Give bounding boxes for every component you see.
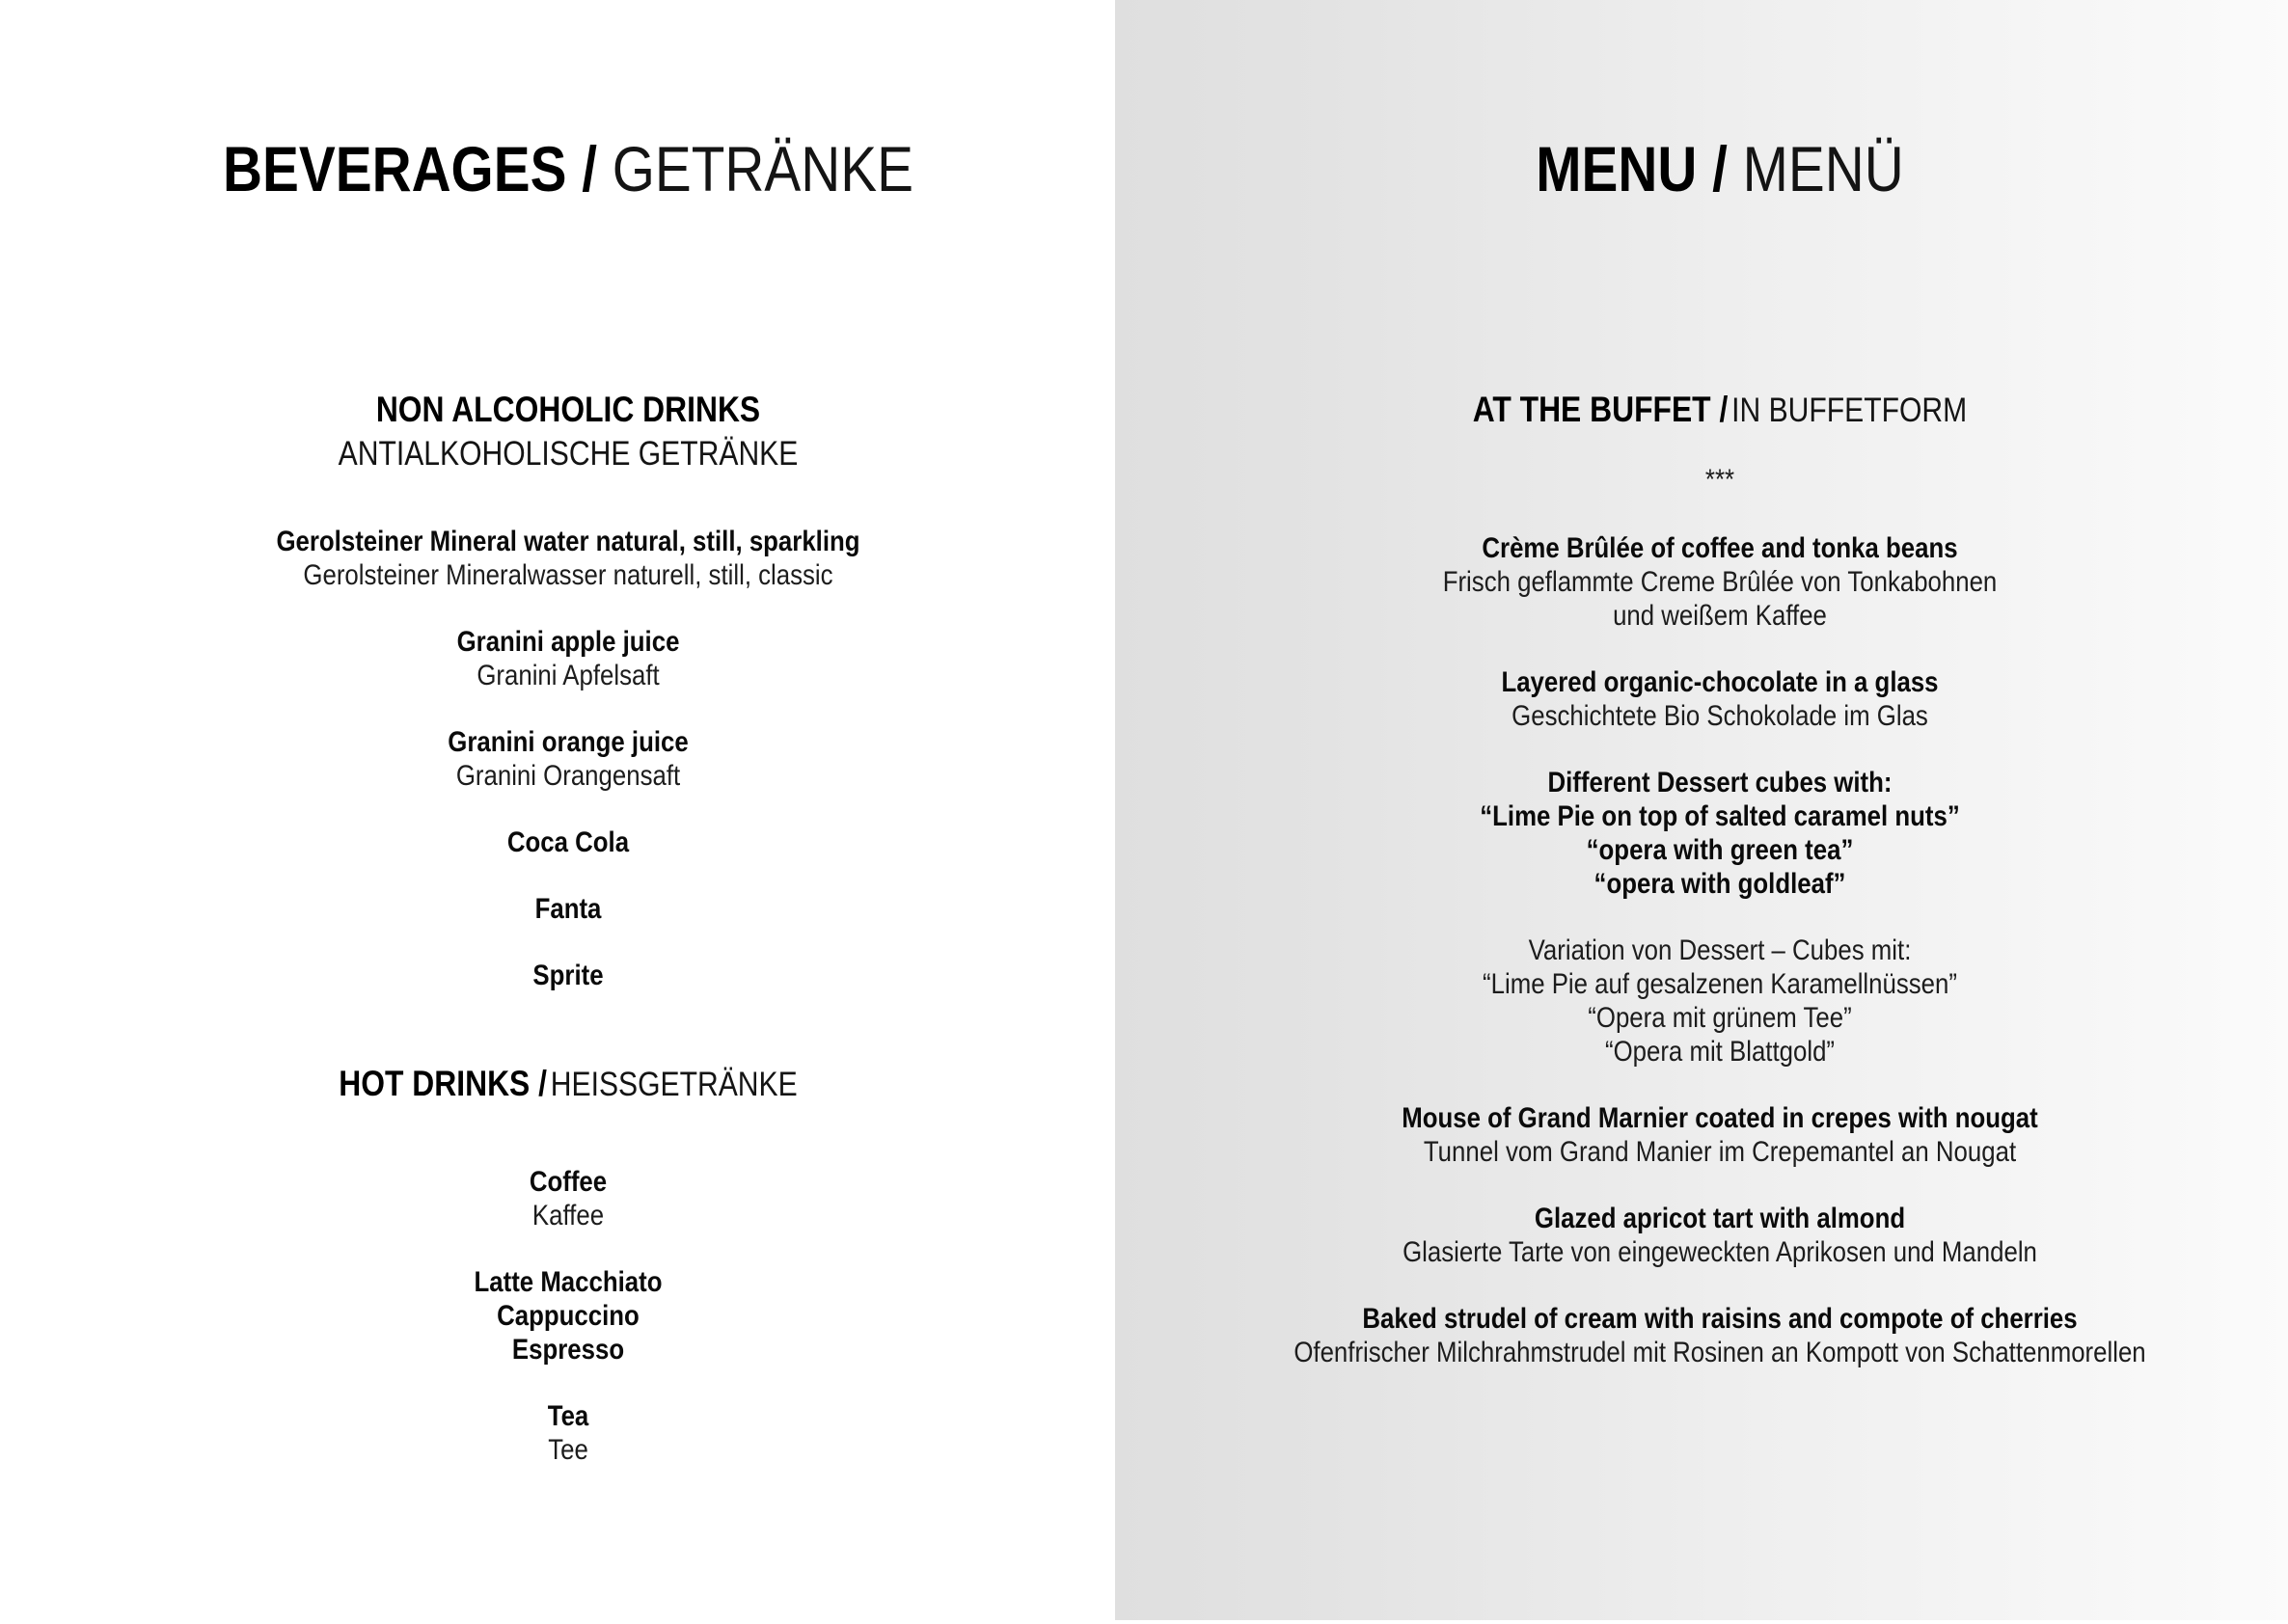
item-name-de: Frisch geflammte Creme Brûlée von Tonkabohnen [1442,566,1998,598]
menu-content [1215,0,2224,1369]
item-name-de: und weißem Kaffee [1613,600,1827,632]
item-name-en: Glazed apricot tart with almond [1534,1203,1906,1234]
item-name-en: “opera with green tea” [1586,834,1854,866]
menu-item [89,1399,1048,1467]
item-name-en: Gerolsteiner Mineral water natural, still, sparkling [276,526,860,557]
hot-drinks-header-en: HOT DRINKS / [339,1064,547,1103]
menu-item [1215,1101,2224,1169]
menu-item [1215,665,2224,733]
item-name-en: Coffee [529,1166,608,1198]
item-name-de: Kaffee [531,1200,605,1232]
item-name-en: Espresso [511,1334,625,1366]
menu-item [89,826,1048,859]
menu-item [1215,1202,2224,1269]
beverages-title [89,133,1048,204]
menu-item [89,959,1048,992]
item-name-de: “Opera mit grünem Tee” [1588,1002,1852,1034]
item-name-en: Sprite [532,960,604,991]
item-name-en: Mouse of Grand Marnier coated in crepes with nougat [1402,1102,2038,1134]
menu-title-de: MENÜ [1742,133,1904,204]
hot-drinks-header-de: HEISSGETRÄNKE [550,1066,798,1103]
menu-title [1215,133,2224,204]
item-name-en: “opera with goldleaf” [1593,868,1846,900]
menu-item [89,1165,1048,1232]
item-name-de: Granini Orangensaft [455,760,681,792]
non-alcoholic-header [89,388,1048,476]
beverages-title-de: GETRÄNKE [612,133,913,204]
item-name-en: Latte Macchiato [474,1266,663,1298]
menu-item [1215,531,2224,633]
non-alcoholic-header-en: NON ALCOHOLIC DRINKS [375,390,761,429]
beverages-panel [0,0,1115,1624]
buffet-header-de: IN BUFFETFORM [1731,392,1968,429]
item-name-en: “Lime Pie on top of salted caramel nuts” [1480,800,1960,832]
item-name-de: Tee [548,1434,588,1466]
item-name-en: Layered organic-chocolate in a glass [1501,666,1939,698]
item-name-de: “Lime Pie auf gesalzenen Karamellnüssen” [1483,968,1957,1000]
buffet-header [1215,388,2224,440]
item-name-de: Ofenfrischer Milchrahmstrudel mit Rosinen an Kompott von Schattenmorellen [1294,1337,2146,1368]
item-name-en: Fanta [534,893,602,925]
item-name-en: Coca Cola [506,826,630,858]
item-name-en: Granini apple juice [456,626,680,658]
menu-item [89,1265,1048,1367]
menu-item [1215,1302,2224,1369]
hot-drinks-header [89,1062,1048,1114]
menu-item [89,725,1048,793]
item-name-en: Tea [547,1400,589,1432]
item-name-de: Variation von Dessert – Cubes mit: [1528,934,1912,966]
item-name-en: Different Dessert cubes with: [1547,767,1893,798]
item-name-de: Geschichtete Bio Schokolade im Glas [1512,700,1928,732]
item-name-en: Crème Brûlée of coffee and tonka beans [1482,532,1958,564]
beverages-title-en: BEVERAGES / [223,133,597,204]
item-name-en: Granini orange juice [448,726,689,758]
non-alcoholic-header-de: ANTIALKOHOLISCHE GETRÄNKE [338,435,799,473]
item-name-de: “Opera mit Blattgold” [1604,1036,1836,1068]
item-name-de: Granini Apfelsaft [477,660,660,691]
menu-panel [1115,0,2288,1624]
item-name-en: Baked strudel of cream with raisins and compote of cherries [1362,1303,2078,1335]
item-name-de: Tunnel vom Grand Manier im Crepemantel an Nougat [1423,1136,2017,1168]
buffet-header-en: AT THE BUFFET / [1472,390,1729,429]
item-name-en: Cappuccino [497,1300,640,1332]
menu-item [89,625,1048,692]
menu-item [1215,766,2224,901]
menu-item [89,525,1048,592]
item-name-de: Glasierte Tarte von eingeweckten Aprikosen und Mandeln [1403,1236,2037,1268]
menu-title-en: MENU / [1536,133,1728,204]
beverages-content [89,0,1048,1467]
menu-item [1215,934,2224,1069]
stars-divider: *** [1704,464,1735,496]
item-name-de: Gerolsteiner Mineralwasser naturell, still, classic [303,559,833,591]
menu-item [89,892,1048,926]
